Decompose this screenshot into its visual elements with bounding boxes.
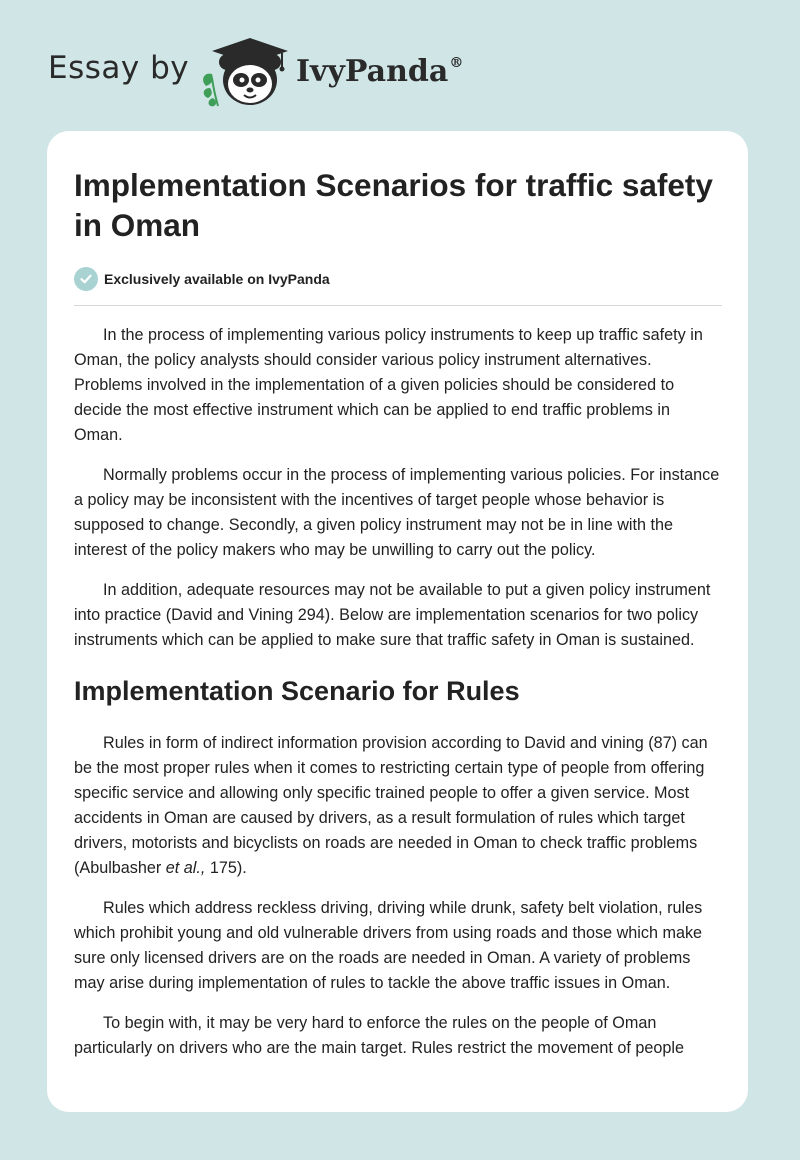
- essay-by-label: Essay by: [48, 50, 190, 86]
- intro-paragraph: In addition, adequate resources may not be available to put a given policy instrument into practice (David and Vining 294). Below are implementation scenarios for two policy instruments which can be applied to make sure that traffic safety in Oman is sustained.: [74, 581, 711, 649]
- rules-paragraph: Rules which address reckless driving, driving while drunk, safety belt violation, rules which prohibit young and old vulnerable drivers from using roads and those which make sure only licensed drivers are on the roads are needed in Oman. A variety of problems may arise during implementation of rules to tackle the above traffic issues in Oman.: [74, 899, 703, 992]
- exclusive-badge: [74, 267, 722, 306]
- essay-card: [47, 131, 748, 1112]
- page-title: Implementation Scenarios for traffic safety in Oman: [74, 167, 713, 243]
- rules-paragraph: Rules in form of indirect information provision according to David and vining (87) can be the most proper rules when it comes to restricting certain type of people from offering specific service and allowing only specific trained people to offer a given service. Most accidents in Oman are caused by drivers, as a result formulation of rules which target drivers, motorists and bicyclists on roads are needed in Oman to check traffic problems (Abulbasher et al., 175).: [74, 734, 708, 877]
- panda-logo-icon: [198, 34, 294, 110]
- brand-header[interactable]: [48, 30, 468, 110]
- checkmark-icon: [74, 267, 98, 291]
- rules-paragraph: To begin with, it may be very hard to enforce the rules on the people of Oman particularly on drivers who are the main target. Rules restrict the movement of people: [74, 1014, 685, 1057]
- section-heading: Implementation Scenario for Rules: [74, 676, 520, 706]
- intro-paragraph: Normally problems occur in the process of implementing various policies. For instance a policy may be inconsistent with the incentives of target people whose behavior is supposed to change. Secondly, a given policy instrument may not be in line with the interest of the policy makers who may be unwilling to carry out the policy.: [74, 466, 720, 559]
- ivypanda-wordmark: IvyPanda®: [296, 54, 464, 89]
- exclusive-label: Exclusively available on IvyPanda: [104, 271, 330, 287]
- intro-paragraph: In the process of implementing various policy instruments to keep up traffic safety in Oman, the policy analysts should consider various policy instrument alternatives. Problems involved in the implementation of a given policies should be considered to decide the most effective instrument which can be applied to end traffic problems in Oman.: [74, 326, 703, 444]
